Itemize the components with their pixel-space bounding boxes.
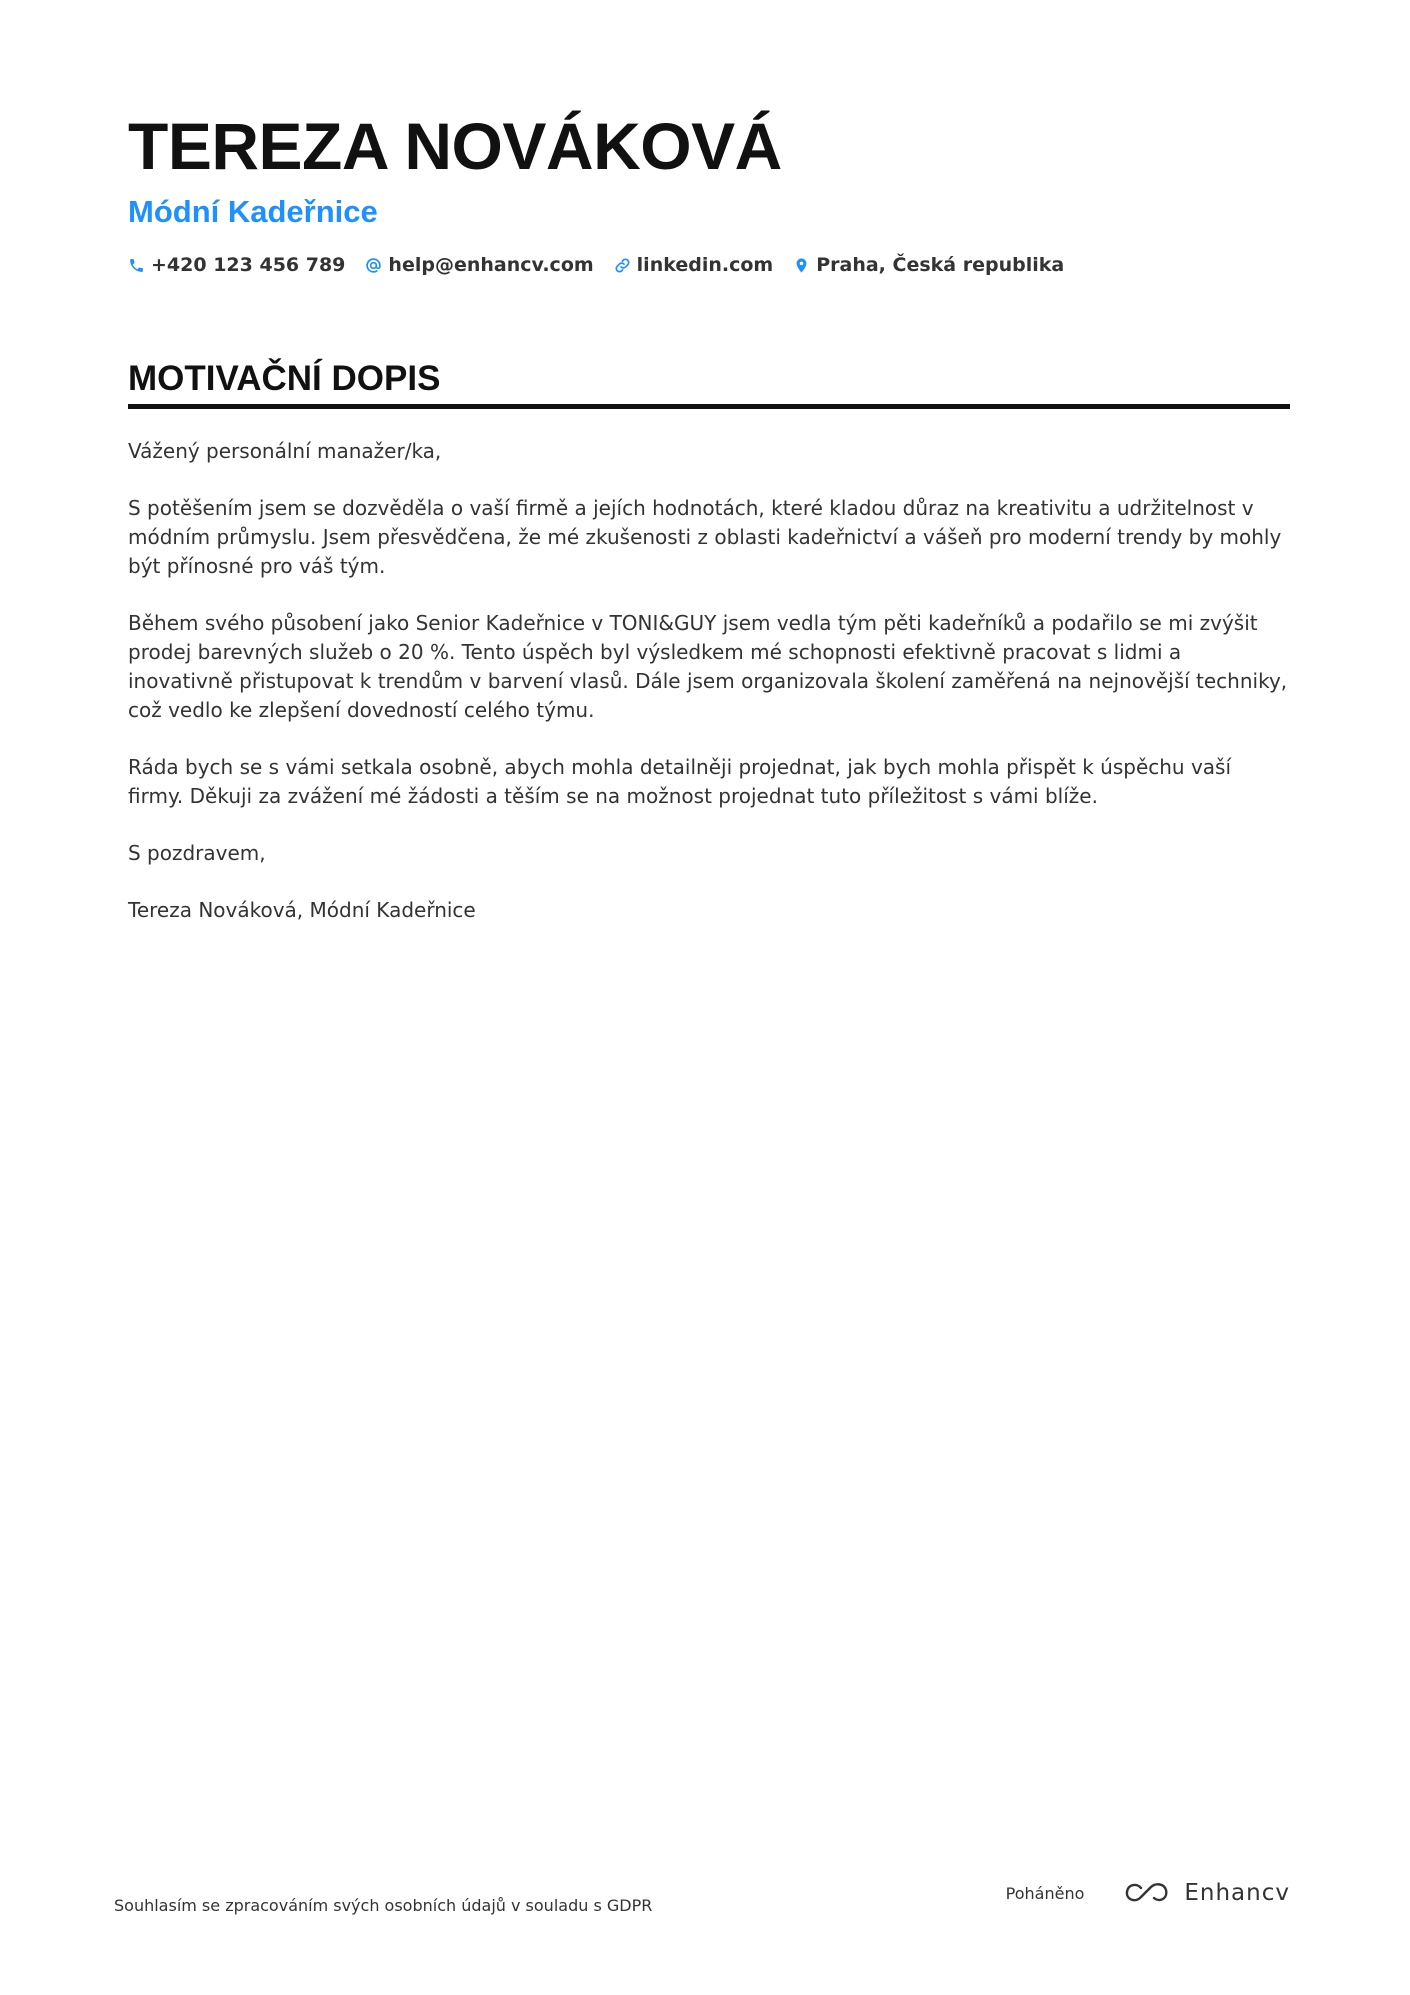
contact-location-text: Praha, Česká republika bbox=[816, 254, 1065, 276]
at-icon bbox=[365, 257, 382, 274]
letter-salutation: Vážený personální manažer/ka, bbox=[128, 439, 442, 463]
letter-paragraph: S potěšením jsem se dozvěděla o vaší firmě a jejích hodnotách, které kladou důraz na kreativitu a udržitelnost v módním průmyslu. Jsem přesvědčena, že mé zkušenosti z oblasti kadeřnictví a vášeň pro moderní trendy by mohly být přínosné pro váš tým. bbox=[128, 496, 1282, 578]
section-heading: MOTIVAČNÍ DOPIS bbox=[128, 358, 1290, 409]
letter-signature: Tereza Nováková, Módní Kadeřnice bbox=[128, 898, 476, 922]
letter-paragraph: Během svého působení jako Senior Kadeřnice v TONI&GUY jsem vedla tým pěti kadeřníků a podařilo se mi zvýšit prodej barevných služeb o 20 %. Tento úspěch byl výsledkem mé schopnosti efektivně pracovat s lidmi a inovativně přistupovat k trendům v barvení vlasů. Dále jsem organizovala školení zaměřená na nejnovější techniky, což vedlo ke zlepšení dovedností celého týmu. bbox=[128, 611, 1288, 722]
contact-phone-text: +420 123 456 789 bbox=[151, 254, 346, 276]
contact-bar bbox=[128, 254, 1290, 276]
letter-body bbox=[128, 437, 1290, 925]
candidate-name: TEREZA NOVÁKOVÁ bbox=[128, 109, 782, 183]
footer-branding bbox=[1006, 1880, 1290, 1906]
contact-linkedin-text: linkedin.com bbox=[636, 254, 774, 276]
location-pin-icon bbox=[793, 257, 810, 274]
enhancv-logo-icon bbox=[1124, 1880, 1170, 1906]
contact-phone[interactable] bbox=[128, 254, 345, 276]
enhancv-brand[interactable] bbox=[1124, 1880, 1290, 1906]
cover-letter-page bbox=[128, 108, 1290, 953]
contact-email[interactable] bbox=[365, 254, 593, 276]
powered-by-label: Poháněno bbox=[1005, 1883, 1085, 1903]
contact-linkedin[interactable] bbox=[614, 254, 774, 276]
contact-email-text: help@enhancv.com bbox=[388, 254, 594, 276]
gdpr-consent: Souhlasím se zpracováním svých osobních údajů v souladu s GDPR bbox=[114, 1896, 653, 1915]
letter-paragraph: Ráda bych se s vámi setkala osobně, abych mohla detailněji projednat, jak bych mohla přispět k úspěchu vaší firmy. Děkuji za zvážení mé žádosti a těším se na možnost projednat tuto příležitost s vámi blíže. bbox=[128, 755, 1232, 808]
contact-location bbox=[793, 254, 1064, 276]
link-icon bbox=[614, 257, 631, 274]
brand-name: Enhancv bbox=[1184, 1880, 1290, 1906]
letter-closing: S pozdravem, bbox=[128, 841, 266, 865]
phone-icon bbox=[128, 257, 145, 274]
candidate-role: Módní Kadeřnice bbox=[128, 194, 378, 229]
